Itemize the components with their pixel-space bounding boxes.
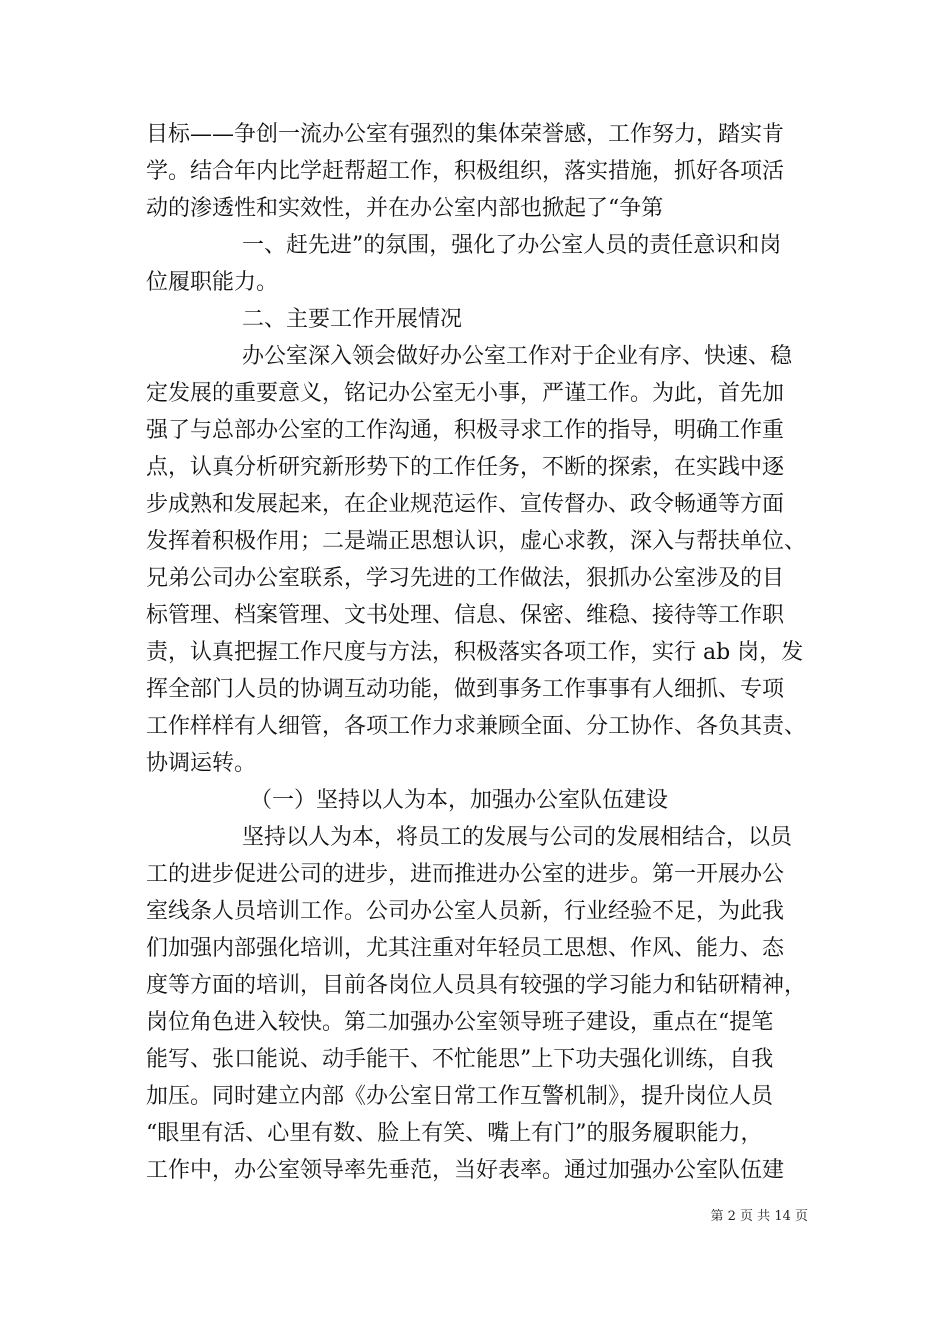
text-line: 能写、张口能说、动手能干、不忙能思”上下功夫强化训练，自我 [146, 1047, 774, 1072]
text-line: 点，认真分析研究新形势下的工作任务，不断的探索，在实践中逐 [146, 455, 785, 480]
text-line: 室线条人员培训工作。公司办公室人员新，行业经验不足，为此我 [146, 899, 785, 924]
text-line: 工作中，办公室领导率先垂范，当好表率。通过加强办公室队伍建 [146, 1158, 785, 1183]
text-line: 强了与总部办公室的工作沟通，积极寻求工作的指导，明确工作重 [146, 418, 785, 443]
text-line: 步成熟和发展起来，在企业规范运作、宣传督办、政令畅通等方面 [146, 492, 785, 517]
text-line: 一、赶先进”的氛围，强化了办公室人员的责任意识和岗 [242, 233, 782, 258]
text-line: 二、主要工作开展情况 [242, 307, 463, 332]
text-line: 挥全部门人员的协调互动功能，做到事务工作事事有人细抓、专项 [146, 677, 785, 702]
text-line: 责，认真把握工作尺度与方法，积极落实各项工作，实行 ab 岗，发 [146, 640, 804, 665]
text-line: “眼里有活、心里有数、脸上有笑、嘴上有门”的服务履职能力， [146, 1121, 763, 1146]
text-line: 学。结合年内比学赶帮超工作，积极组织，落实措施，抓好各项活 [146, 159, 785, 184]
text-line: 定发展的重要意义，铭记办公室无小事，严谨工作。为此，首先加 [146, 381, 785, 406]
text-line: 加压。同时建立内部《办公室日常工作互警机制》，提升岗位人员 [146, 1084, 774, 1109]
text-line: 动的渗透性和实效性，并在办公室内部也掀起了“争第 [146, 196, 664, 221]
text-line: 度等方面的培训，目前各岗位人员具有较强的学习能力和钻研精神， [146, 973, 807, 998]
text-line: 标管理、档案管理、文书处理、信息、保密、维稳、接待等工作职 [146, 603, 785, 628]
text-line: 们加强内部强化培训，尤其注重对年轻员工思想、作风、能力、态 [146, 936, 785, 961]
text-line: 工作样样有人细管，各项工作力求兼顾全面、分工协作、各负其责、 [146, 714, 807, 739]
document-body [146, 116, 826, 1189]
text-line: 发挥着积极作用；二是端正思想认识，虚心求教，深入与帮扶单位、 [146, 529, 807, 554]
text-line: 岗位角色进入较快。第二加强办公室领导班子建设，重点在“提笔 [146, 1010, 774, 1035]
text-line: 目标——争创一流办公室有强烈的集体荣誉感，工作努力，踏实肯 [146, 122, 785, 147]
text-line: 坚持以人为本，将员工的发展与公司的发展相结合，以员 [242, 825, 793, 850]
text-line: 位履职能力。 [146, 270, 279, 295]
text-line: 兄弟公司办公室联系，学习先进的工作做法，狠抓办公室涉及的目 [146, 566, 785, 591]
text-line: 工的进步促进公司的进步，进而推进办公室的进步。第一开展办公 [146, 862, 785, 887]
text-line: （一）坚持以人为本，加强办公室队伍建设 [250, 788, 669, 813]
text-line: 协调运转。 [146, 751, 257, 776]
text-line: 办公室深入领会做好办公室工作对于企业有序、快速、稳 [242, 344, 793, 369]
page-number: 第 2 页 共 14 页 [710, 1209, 808, 1224]
